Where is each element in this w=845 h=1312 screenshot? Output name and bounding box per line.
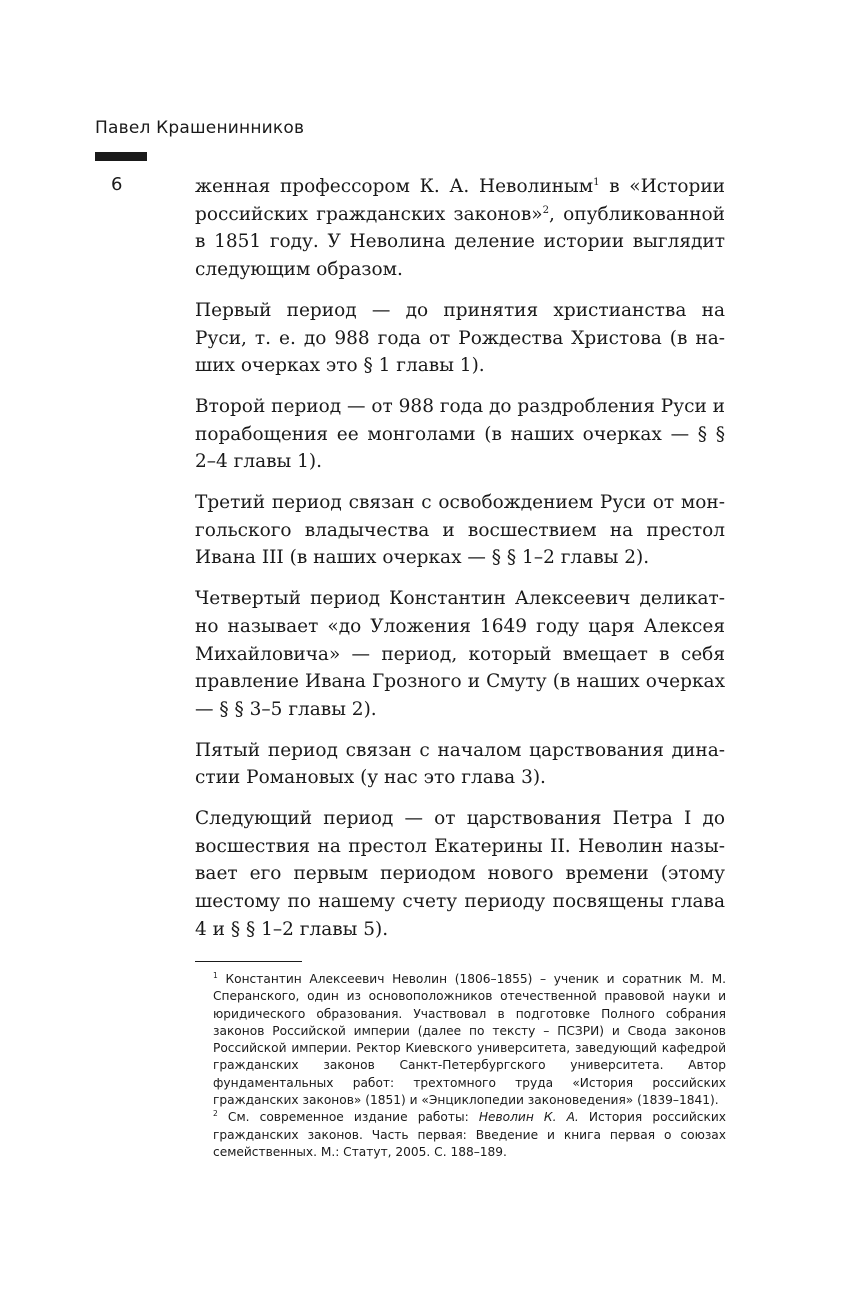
paragraph-4: Третий период связан с освобождением Руси от монгольского владычества и восшествием на престол Ивана III (в наших очерках — § § 1–2 главы 2). — [195, 492, 725, 569]
footnote-ref-2: 2 — [542, 204, 550, 216]
running-head: Павел Крашенинников — [95, 118, 305, 138]
footnote-1-text: Константин Алексеевич Неволин (1806–1855) – ученик и соратник М. М. Сперанского, один из основоположников отечественной правовой науки и юридического образования. Участвовал в подготовке Полного собрания законов Российской империи (далее по тексту – ПСЗРИ) и Свода законов Российской империи. Ректор Киевского университета, заведующий кафедрой гражданских законов Санкт-Петербургского университета. Автор фундаментальных работ: трехтомного труда «История российских гражданских законов» (1851) и «Энциклопедии законоведения» (1839–1841). — [213, 972, 726, 1108]
paragraph-5: Четвертый период Константин Алексеевич деликатно называет «до Уложения 1649 году царя Алексея Михайловича» — период, который вмещает в себя правление Ивана Грозного и Смуту (в наших очерках — § § 3–5 главы 2). — [195, 588, 725, 720]
footnote-2-after: История российских гражданских законов. Часть первая: Введение и книга первая о союзах семейственных. М.: Статут, 2005. С. 188–189. — [213, 1110, 727, 1159]
footnote-mark-1: 1 — [213, 970, 218, 980]
footnote-ref-1: 1 — [593, 176, 600, 188]
main-text — [195, 173, 725, 944]
footnote-2 — [213, 1109, 726, 1161]
footnote-mark-2: 2 — [213, 1109, 218, 1119]
paragraph-1-part-1: женная профессором К. А. Неволиным — [195, 176, 594, 197]
page-number: 6 — [111, 174, 123, 195]
paragraph-1-part-2: в «Истории российских гражданских законов» — [195, 176, 725, 225]
footnote-2-before: См. современное издание работы: — [217, 1110, 479, 1125]
paragraph-3: Второй период — от 988 года до раздробления Руси и порабощения ее монголами (в наших очерках — § § 2–4 главы 1). — [195, 395, 726, 473]
footnotes — [213, 971, 726, 1161]
header-bar — [95, 152, 147, 161]
footnote-divider — [195, 961, 302, 962]
paragraph-2: Первый период — до принятия христианства на Руси, т. е. до 988 года от Рождества Христова (в наших очерках это § 1 главы 1). — [195, 299, 725, 377]
footnote-1 — [213, 971, 726, 1109]
footnote-2-author: Неволин К. А. — [478, 1110, 579, 1125]
paragraph-1 — [195, 173, 725, 284]
paragraph-1-part-3: , опубликованной в 1851 году. У Неволина деление истории выглядит следующим образом. — [195, 203, 726, 281]
paragraph-6: Пятый период связан с началом царствования династии Романовых (у нас это глава 3). — [195, 739, 725, 789]
paragraph-7: Следующий период — от царствования Петра I до восшествия на престол Екатерины II. Неволин называет его первым периодом нового времени (этому шестому по нашему счету периоду посвящены глава 4 и § § 1–2 главы 5). — [195, 808, 725, 940]
